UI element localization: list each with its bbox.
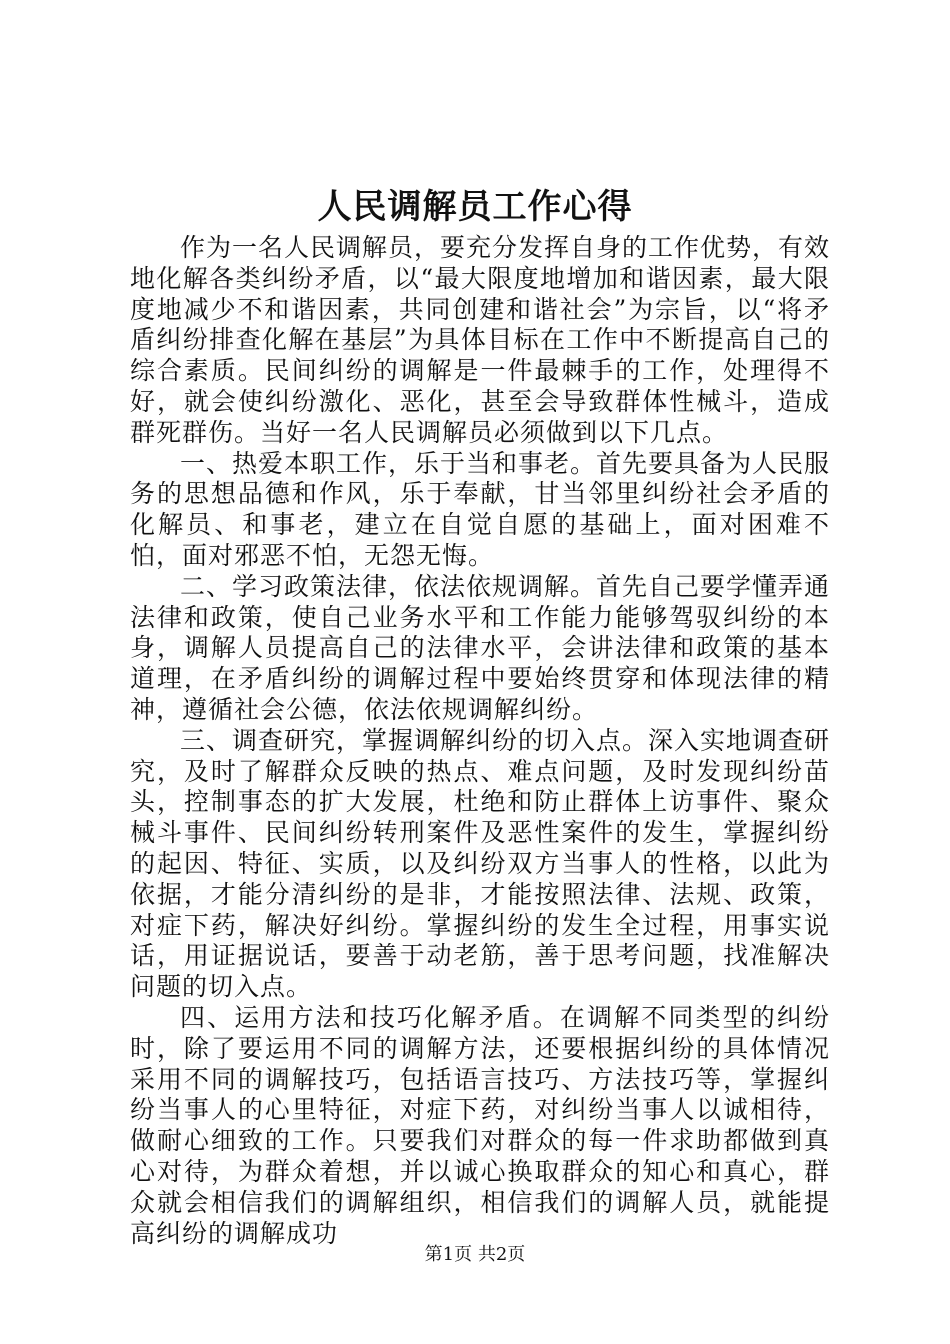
page-footer: 第1页 共2页 xyxy=(424,1244,526,1265)
paragraph-intro: 作为一名人民调解员，要充分发挥自身的工作优势，有效地化解各类纠纷矛盾，以“最大限度地增加和谐因素，最大限度地减少不和谐因素，共同创建和谐社会”为宗旨，以“将矛盾纠纷排查化解在基层”为具体目标在工作中不断提高自己的综合素质。民间纠纷的调解是一件最棘手的工作，处理得不好，就会使纠纷激化、恶化，甚至会导致群体性械斗，造成群死群伤。当好一名人民调解员必须做到以下几点。 xyxy=(130,233,831,447)
page-title: 人民调解员工作心得 xyxy=(317,187,633,227)
paragraph-section-2: 二、学习政策法律，依法依规调解。首先自己要学懂弄通法律和政策，使自己业务水平和工作能力能够驾驭纠纷的本身，调解人员提高自己的法律水平，会讲法律和政策的基本道理，在矛盾纠纷的调解过程中要始终贯穿和体现法律的精神，遵循社会公德，依法依规调解纠纷。 xyxy=(130,571,831,724)
paragraph-section-3: 三、调查研究，掌握调解纠纷的切入点。深入实地调查研究，及时了解群众反映的热点、难点问题，及时发现纠纷苗头，控制事态的扩大发展，杜绝和防止群体上访事件、聚众械斗事件、民间纠纷转刑案件及恶性案件的发生，掌握纠纷的起因、特征、实质，以及纠纷双方当事人的性格，以此为依据，才能分清纠纷的是非，才能按照法律、法规、政策，对症下药，解决好纠纷。掌握纠纷的发生全过程，用事实说话，用证据说话，要善于动老筋，善于思考问题，找准解决问题的切入点。 xyxy=(130,725,831,1002)
paragraph-section-1: 一、热爱本职工作，乐于当和事老。首先要具备为人民服务的思想品德和作风，乐于奉献，甘当邻里纠纷社会矛盾的化解员、和事老，建立在自觉自愿的基础上，面对困难不怕，面对邪恶不怕，无怨无悔。 xyxy=(130,448,831,570)
paragraph-section-4: 四、运用方法和技巧化解矛盾。在调解不同类型的纠纷时，除了要运用不同的调解方法，还要根据纠纷的具体情况采用不同的调解技巧，包括语言技巧、方法技巧等，掌握纠纷当事人的心里特征，对症下药，对纠纷当事人以诚相待，做耐心细致的工作。只要我们对群众的每一件求助都做到真心对待，为群众着想，并以诚心换取群众的知心和真心，群众就会相信我们的调解组织，相信我们的调解人员，就能提高纠纷的调解成功 xyxy=(130,1002,830,1248)
document-body xyxy=(130,233,830,1249)
